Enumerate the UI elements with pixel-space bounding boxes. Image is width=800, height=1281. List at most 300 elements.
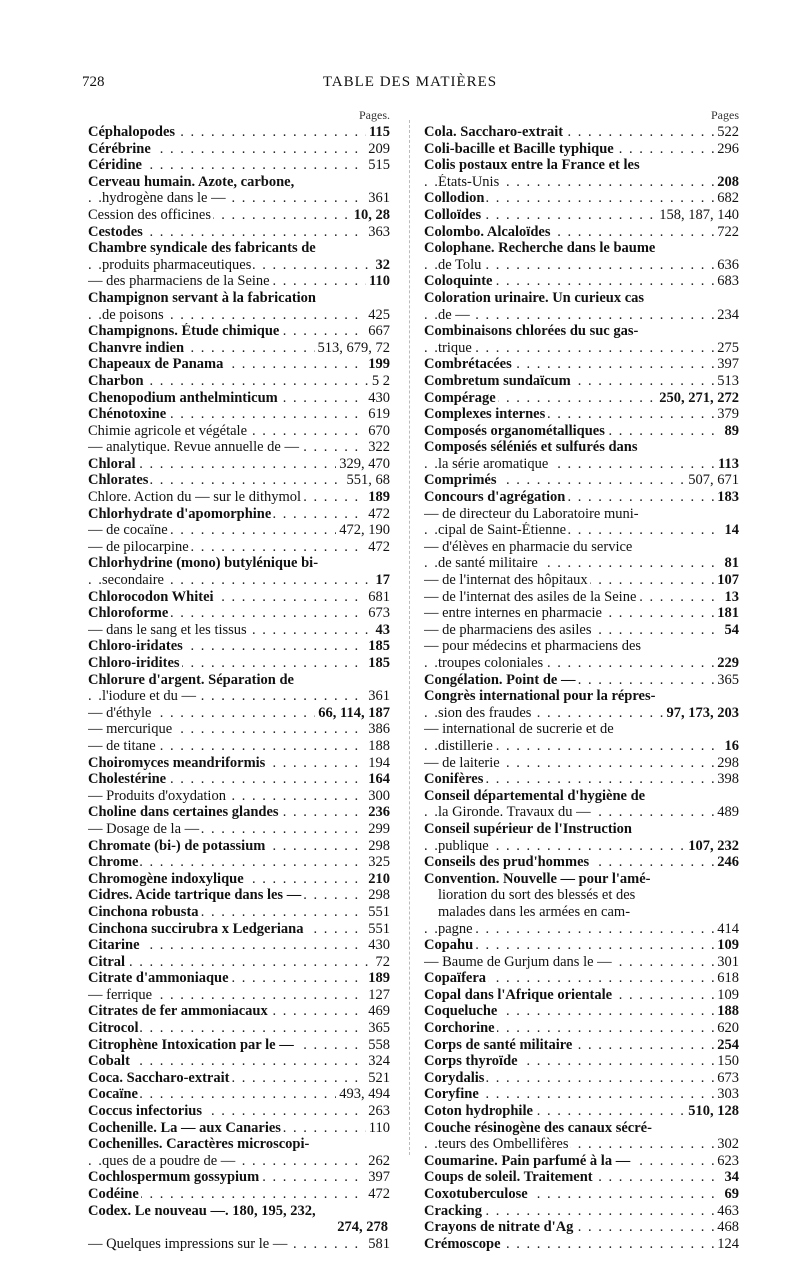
page-reference: 468 xyxy=(714,1219,739,1236)
entry-text: Céphalopodes xyxy=(88,124,176,140)
entry-text: de — xyxy=(438,306,470,323)
entry-text: malades dans les armées en cam- xyxy=(438,903,631,920)
entry-line xyxy=(88,1070,390,1087)
entry-text: Citrate d'ammoniaque xyxy=(88,970,229,987)
entry-line xyxy=(88,1120,390,1137)
entry-text: pagne xyxy=(438,920,473,937)
entry-line xyxy=(88,755,390,772)
page-reference: 298 xyxy=(365,838,390,855)
entry-text: de Tolu xyxy=(438,256,482,273)
page-reference: 301 xyxy=(714,954,739,971)
entry-text: Chloro-iridites xyxy=(88,655,180,671)
index-entry xyxy=(88,124,390,141)
index-entry xyxy=(424,506,739,539)
entry-text: Convention. Nouvelle — pour l'amé- xyxy=(424,870,651,887)
entry-text: la Gironde. Travaux du — xyxy=(438,804,591,821)
entry-line xyxy=(424,539,739,556)
entry-line xyxy=(424,1236,739,1253)
pages-label: Pages xyxy=(711,108,739,122)
entry-line xyxy=(88,157,390,174)
entry-line xyxy=(88,622,390,639)
index-entry xyxy=(88,1236,390,1253)
entry-line xyxy=(424,240,739,257)
entry-text: Chlorhydrate d'apomorphine xyxy=(88,505,272,522)
index-entry xyxy=(424,273,739,290)
index-entry xyxy=(88,1003,390,1020)
entry-line xyxy=(88,174,390,191)
entry-line xyxy=(424,705,739,722)
page-reference: 262 xyxy=(365,1153,390,1170)
entry-line xyxy=(424,273,739,290)
entry-text: Collodion xyxy=(424,190,485,207)
page-reference: 463 xyxy=(714,1203,739,1220)
page-reference: 513, 679, 72 xyxy=(315,340,391,357)
page-reference: 620 xyxy=(714,1020,739,1037)
entry-line xyxy=(88,1086,390,1103)
page-reference: 263 xyxy=(365,1103,390,1120)
index-entry xyxy=(88,1103,390,1120)
index-entry xyxy=(424,124,739,141)
entry-text: Cracking xyxy=(424,1202,482,1219)
index-entry xyxy=(424,323,739,356)
page-reference: 581 xyxy=(365,1236,390,1253)
page-reference: 17 xyxy=(373,572,391,589)
index-entry xyxy=(88,904,390,921)
page-reference: 250, 271, 272 xyxy=(656,390,739,407)
page-reference: 150 xyxy=(714,1053,739,1070)
page-reference: 489 xyxy=(714,804,739,821)
entry-line xyxy=(88,390,390,407)
entry-line xyxy=(424,871,739,888)
entry-line xyxy=(88,307,390,324)
entry-text: Corps thyroïde xyxy=(424,1053,518,1070)
entry-text: — analytique. Revue annuelle de — xyxy=(88,439,299,456)
index-entry xyxy=(88,390,390,407)
entry-line xyxy=(424,655,739,672)
page-reference: 298 xyxy=(365,887,390,904)
page-reference: 189 xyxy=(365,970,390,987)
entry-line xyxy=(88,472,390,489)
page-reference: 430 xyxy=(365,937,390,954)
index-entry xyxy=(88,788,390,805)
index-entry xyxy=(88,921,390,938)
page-reference: 113 xyxy=(715,456,739,473)
index-entry xyxy=(88,638,390,655)
entry-text: — de pilocarpine xyxy=(88,538,189,555)
entry-line xyxy=(424,1136,739,1153)
page-reference: 522 xyxy=(714,124,739,141)
entry-text: Charbon xyxy=(88,372,144,389)
entry-line xyxy=(88,821,390,838)
index-entry xyxy=(88,1186,390,1203)
index-entry xyxy=(88,539,390,556)
entry-text: Colombo. Alcaloïdes xyxy=(424,223,551,240)
index-entry xyxy=(88,954,390,971)
page-reference: 521 xyxy=(365,1070,390,1087)
index-entry xyxy=(424,224,739,241)
entry-line xyxy=(88,1136,390,1153)
entry-line xyxy=(88,838,390,855)
entry-line xyxy=(88,721,390,738)
entry-text: Coccus infectorius xyxy=(88,1103,202,1120)
entry-text: la série aromatique xyxy=(438,455,549,472)
index-entry xyxy=(424,871,739,937)
entry-text: — d'élèves en pharmacie du service xyxy=(424,538,633,555)
entry-line xyxy=(88,141,390,158)
entry-line xyxy=(424,124,739,141)
page-reference: 469 xyxy=(365,1003,390,1020)
entry-text: Composés séléniés et sulfurés dans xyxy=(424,439,638,456)
entry-text: Chlorure d'argent. Séparation de xyxy=(88,671,294,688)
entry-line xyxy=(424,1169,739,1186)
entry-text: — pour médecins et pharmaciens des xyxy=(424,638,642,655)
page-reference: 618 xyxy=(714,970,739,987)
entry-text: l'iodure et du — xyxy=(102,688,197,705)
entry-text: Corydalis xyxy=(424,1069,485,1086)
page-reference: 229 xyxy=(714,655,739,672)
index-entry xyxy=(424,1219,739,1236)
page-reference: 472 xyxy=(365,1186,390,1203)
entry-line xyxy=(424,688,739,705)
index-entry xyxy=(88,323,390,340)
entry-line xyxy=(88,1037,390,1054)
index-entry xyxy=(88,871,390,888)
entry-line xyxy=(88,638,390,655)
entry-line xyxy=(424,788,739,805)
page-reference: 107, 232 xyxy=(685,838,739,855)
index-entry xyxy=(88,141,390,158)
entry-line xyxy=(424,1120,739,1137)
page-reference: 397 xyxy=(365,1169,390,1186)
entry-text: — mercurique xyxy=(88,721,173,738)
index-entry xyxy=(88,506,390,523)
entry-text: Chanvre indien xyxy=(88,339,185,356)
entry-text: — de l'internat des hôpitaux xyxy=(424,572,588,589)
index-entry xyxy=(424,821,739,854)
page-reference: 298 xyxy=(714,755,739,772)
entry-text: Combrétacées xyxy=(424,356,512,373)
entry-text: Chlore. Action du — sur le dithymol xyxy=(88,489,302,506)
index-entry xyxy=(424,190,739,207)
entry-line xyxy=(424,1219,739,1236)
entry-text: Copahu xyxy=(424,937,474,954)
index-entry xyxy=(424,1186,739,1203)
entry-text: Cochenilles. Caractères microscopi- xyxy=(88,1136,310,1153)
entry-text: Cérébrine xyxy=(88,140,151,157)
entry-line xyxy=(424,207,739,224)
page-reference: 493, 494 xyxy=(336,1086,390,1103)
page-reference: 115 xyxy=(366,124,390,141)
entry-text: Cestodes xyxy=(88,223,143,240)
entry-line xyxy=(88,1153,390,1170)
entry-line xyxy=(88,1053,390,1070)
entry-line xyxy=(424,887,739,904)
index-entry xyxy=(424,854,739,871)
entry-line xyxy=(424,638,739,655)
entry-line xyxy=(88,1186,390,1203)
entry-text: Cidres. Acide tartrique dans les — xyxy=(88,887,302,904)
page-reference: 551 xyxy=(365,904,390,921)
entry-line xyxy=(88,589,390,606)
page-reference: 329, 470 xyxy=(336,456,390,473)
page-reference: 209 xyxy=(365,141,390,158)
entry-line xyxy=(424,1203,739,1220)
entry-text: de poisons xyxy=(102,306,164,323)
entry-text: Chlorates xyxy=(88,472,149,489)
entry-text: hydrogène dans le — xyxy=(102,190,226,207)
entry-text: — dans le sang et les tissus xyxy=(88,621,247,638)
index-entry xyxy=(424,1103,739,1120)
page-reference: 322 xyxy=(365,439,390,456)
page-reference: 10, 28 xyxy=(351,207,390,224)
entry-line xyxy=(424,390,739,407)
page-reference: 110 xyxy=(366,273,390,290)
entry-line xyxy=(88,705,390,722)
page-reference: 324 xyxy=(365,1053,390,1070)
entry-text: Combinaisons chlorées du suc gas- xyxy=(424,323,639,340)
index-entry xyxy=(88,655,390,672)
index-entry xyxy=(424,721,739,754)
page-reference: 188 xyxy=(714,1003,739,1020)
entry-text: Crayons de nitrate d'Ag xyxy=(424,1219,574,1236)
index-entry xyxy=(424,1169,739,1186)
entry-line xyxy=(424,771,739,788)
entry-line xyxy=(424,838,739,855)
entry-line xyxy=(88,605,390,622)
entry-line xyxy=(424,954,739,971)
entry-text: Cochlospermum gossypium xyxy=(88,1169,260,1186)
entry-line xyxy=(88,207,390,224)
entry-line xyxy=(424,854,739,871)
entry-text: Cerveau humain. Azote, carbone, xyxy=(88,173,295,190)
entry-line xyxy=(88,190,390,207)
index-entry xyxy=(424,572,739,589)
entry-text: — de laiterie xyxy=(424,754,500,771)
entry-line xyxy=(424,356,739,373)
entry-text: Concours d'agrégation xyxy=(424,489,566,506)
entry-line xyxy=(424,1070,739,1087)
entry-text: Conifères xyxy=(424,771,484,788)
entry-text: — Quelques impressions sur le — xyxy=(88,1235,288,1252)
page-reference: 365 xyxy=(365,1020,390,1037)
entry-line xyxy=(88,904,390,921)
index-entry xyxy=(424,390,739,407)
entry-text: Combretum sundaïcum xyxy=(424,372,571,389)
index-entry xyxy=(88,555,390,588)
entry-text: Couche résinogène des canaux sécré- xyxy=(424,1119,652,1136)
entry-line xyxy=(424,721,739,738)
index-entry xyxy=(88,439,390,456)
entry-line xyxy=(88,1203,390,1220)
index-entry xyxy=(88,240,390,273)
entry-line xyxy=(424,439,739,456)
entry-line xyxy=(424,1153,739,1170)
entry-line xyxy=(88,672,390,689)
entry-text: 274, 278 xyxy=(337,1219,388,1236)
entry-line xyxy=(88,423,390,440)
index-entry xyxy=(88,207,390,224)
entry-line xyxy=(424,472,739,489)
index-entry xyxy=(424,1053,739,1070)
page-reference: 89 xyxy=(722,423,740,440)
entry-line xyxy=(88,1103,390,1120)
entry-line xyxy=(88,290,390,307)
page-reference: 43 xyxy=(373,622,391,639)
page-reference: 551 xyxy=(365,921,390,938)
entry-text: Cession des officines xyxy=(88,206,211,223)
entry-line xyxy=(424,1037,739,1054)
index-entry xyxy=(424,1003,739,1020)
index-entry xyxy=(424,771,739,788)
index-entry xyxy=(88,340,390,357)
entry-text: Chloroforme xyxy=(88,605,169,622)
entry-line xyxy=(424,373,739,390)
index-entry xyxy=(88,273,390,290)
page-reference: 109 xyxy=(714,937,739,954)
page-reference: 472, 190 xyxy=(336,522,390,539)
index-entry xyxy=(424,1153,739,1170)
entry-text: Cinchona robusta xyxy=(88,903,199,920)
entry-line xyxy=(88,273,390,290)
index-entry xyxy=(88,1086,390,1103)
entry-text: Chromate (bi-) de potassium xyxy=(88,837,266,854)
page-reference: 185 xyxy=(365,638,390,655)
entry-line xyxy=(88,356,390,373)
page-reference: 188 xyxy=(365,738,390,755)
entry-text: Coloration urinaire. Un curieux cas xyxy=(424,289,645,306)
index-entry xyxy=(424,937,739,954)
index-entry xyxy=(88,290,390,323)
entry-line xyxy=(424,157,739,174)
index-entry xyxy=(88,937,390,954)
entry-text: Coli-bacille et Bacille typhique xyxy=(424,140,614,157)
entry-line xyxy=(88,1169,390,1186)
entry-text: Cobalt xyxy=(88,1053,130,1070)
entry-line xyxy=(424,489,739,506)
entry-line xyxy=(88,1236,390,1253)
page-reference: 296 xyxy=(714,141,739,158)
entry-text: Cholestérine xyxy=(88,771,167,788)
entry-line xyxy=(424,1020,739,1037)
page-reference: 558 xyxy=(365,1037,390,1054)
entry-text: — Produits d'oxydation xyxy=(88,787,226,804)
entry-line xyxy=(424,290,739,307)
entry-text: — Baume de Gurjum dans le — xyxy=(424,953,612,970)
entry-text: Conseil départemental d'hygiène de xyxy=(424,787,646,804)
entry-text: publique xyxy=(438,837,489,854)
entry-text: Cocaïne xyxy=(88,1086,138,1103)
entry-line xyxy=(88,987,390,1004)
index-entry xyxy=(424,688,739,721)
entry-line xyxy=(88,970,390,987)
index-entry xyxy=(88,1020,390,1037)
page-reference: 670 xyxy=(365,423,390,440)
entry-text: Corchorine xyxy=(424,1020,495,1037)
entry-line xyxy=(88,572,390,589)
entry-line xyxy=(424,904,739,921)
entry-text: Citrocol xyxy=(88,1020,139,1037)
entry-text: Cola. Saccharo-extrait xyxy=(424,124,564,140)
page-reference: 54 xyxy=(722,622,740,639)
entry-text: — de titane xyxy=(88,737,156,754)
page-reference: 507, 671 xyxy=(685,472,739,489)
page-reference: 551, 68 xyxy=(344,472,391,489)
page-reference: 513 xyxy=(714,373,739,390)
page-reference: 210 xyxy=(365,871,390,888)
index-entry xyxy=(424,672,739,689)
index-entry xyxy=(88,1070,390,1087)
entry-line xyxy=(424,1103,739,1120)
page-reference: 681 xyxy=(365,589,390,606)
entry-line xyxy=(424,738,739,755)
page-reference: 299 xyxy=(365,821,390,838)
index-column-right xyxy=(424,106,739,1252)
index-entry xyxy=(424,755,739,772)
page-reference: 107 xyxy=(714,572,739,589)
index-entry xyxy=(88,771,390,788)
entry-text: Citarine xyxy=(88,937,140,954)
entry-text: — Dosage de la — xyxy=(88,820,200,837)
index-entry xyxy=(88,738,390,755)
page-reference: 32 xyxy=(373,257,391,274)
index-entry xyxy=(88,721,390,738)
page-reference: 208 xyxy=(714,174,739,191)
entry-line xyxy=(424,224,739,241)
index-entry xyxy=(424,472,739,489)
index-entry xyxy=(88,705,390,722)
index-entry xyxy=(424,1120,739,1153)
entry-text: Chloro-iridates xyxy=(88,638,183,655)
entry-text: Choiromyces meandriformis xyxy=(88,754,266,771)
entry-text: — de l'internat des asiles de la Seine xyxy=(424,588,637,605)
index-entry xyxy=(424,539,739,572)
index-entry xyxy=(88,672,390,705)
entry-line xyxy=(88,771,390,788)
entry-text: Copaïfera xyxy=(424,970,487,987)
entry-line xyxy=(88,788,390,805)
entry-text: — de directeur du Laboratoire muni- xyxy=(424,505,639,522)
index-entry xyxy=(424,1203,739,1220)
running-title: TABLE DES MATIÈRES xyxy=(322,74,498,90)
page-reference: 183 xyxy=(714,489,739,506)
entry-text: Compérage xyxy=(424,389,496,406)
entry-line xyxy=(424,1003,739,1020)
entry-text: Chlorocodon Whitei xyxy=(88,588,214,605)
page-reference: 361 xyxy=(365,190,390,207)
page-reference: 5 2 xyxy=(369,373,390,390)
entry-text: Colophane. Recherche dans le baume xyxy=(424,240,656,257)
entry-text: Coloquinte xyxy=(424,273,493,290)
entry-text: Citral xyxy=(88,953,126,970)
entry-text: Chénotoxine xyxy=(88,406,167,423)
index-entry xyxy=(424,622,739,639)
entry-text: produits pharmaceutiques xyxy=(102,256,252,273)
entry-text: distillerie xyxy=(438,737,493,754)
entry-line xyxy=(424,555,739,572)
index-entry xyxy=(88,489,390,506)
entry-line xyxy=(424,307,739,324)
entry-text: Cinchona succirubra x Ledgeriana xyxy=(88,920,304,937)
page-reference: 69 xyxy=(722,1186,740,1203)
index-entry xyxy=(424,290,739,323)
entry-text: Copal dans l'Afrique orientale xyxy=(424,986,613,1003)
entry-line xyxy=(424,456,739,473)
index-entry xyxy=(88,456,390,473)
entry-text: Coca. Saccharo-extrait xyxy=(88,1069,230,1086)
entry-text: Conseils des prud'hommes xyxy=(424,854,590,871)
page-header xyxy=(82,70,738,94)
entry-text: Chromogène indoxylique xyxy=(88,870,244,887)
